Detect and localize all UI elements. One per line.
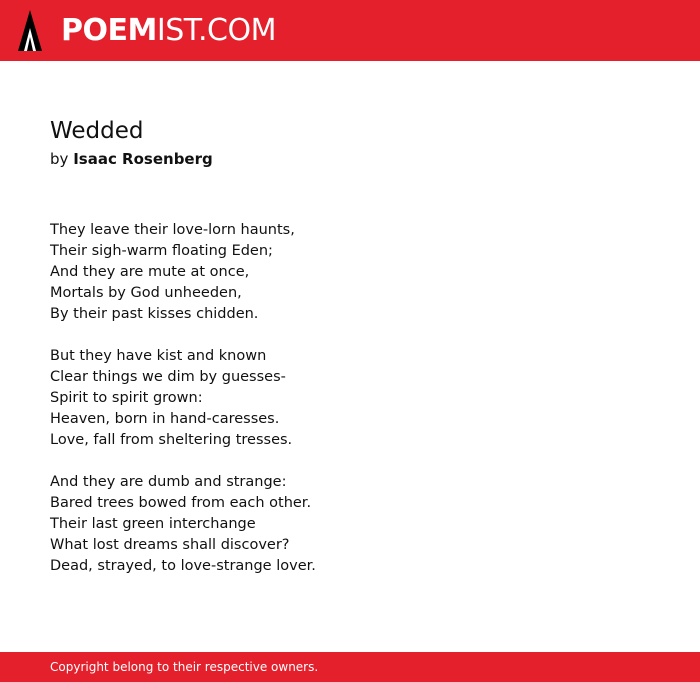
poem-line: They leave their love-lorn haunts, bbox=[50, 222, 295, 238]
poem-line: By their past kisses chidden. bbox=[50, 306, 259, 322]
stanza-3 bbox=[50, 472, 650, 577]
poem-line: Dead, strayed, to love-strange lover. bbox=[50, 558, 316, 574]
poem-line: Their sigh-warm floating Eden; bbox=[50, 243, 273, 259]
poem-line: Heaven, born in hand-caresses. bbox=[50, 411, 280, 427]
poem-line: Clear things we dim by guesses- bbox=[50, 369, 286, 385]
stanza-2 bbox=[50, 346, 650, 451]
site-logo-text[interactable] bbox=[61, 13, 276, 49]
poem-content bbox=[50, 114, 650, 598]
poem-line: Mortals by God unheeden, bbox=[50, 285, 242, 301]
poem-body bbox=[50, 220, 650, 577]
brand-bold: POEM bbox=[61, 13, 157, 48]
poem-line: Their last green interchange bbox=[50, 516, 256, 532]
poem-line: And they are dumb and strange: bbox=[50, 474, 287, 490]
site-footer bbox=[0, 652, 700, 682]
byline bbox=[50, 148, 650, 170]
stanza-1 bbox=[50, 220, 650, 325]
by-prefix: by bbox=[50, 150, 69, 168]
site-header bbox=[0, 0, 700, 61]
poem-line: And they are mute at once, bbox=[50, 264, 250, 280]
poem-line: But they have kist and known bbox=[50, 348, 267, 364]
poem-line: Spirit to spirit grown: bbox=[50, 390, 203, 406]
poem-title: Wedded bbox=[50, 118, 144, 144]
brand-light: IST.COM bbox=[156, 13, 276, 48]
pencil-logo-icon[interactable] bbox=[18, 10, 42, 51]
poem-line: What lost dreams shall discover? bbox=[50, 537, 290, 553]
copyright-notice: Copyright belong to their respective owners. bbox=[50, 660, 319, 674]
poem-line: Bared trees bowed from each other. bbox=[50, 495, 312, 511]
author-name[interactable]: Isaac Rosenberg bbox=[73, 150, 213, 168]
poem-line: Love, fall from sheltering tresses. bbox=[50, 432, 293, 448]
